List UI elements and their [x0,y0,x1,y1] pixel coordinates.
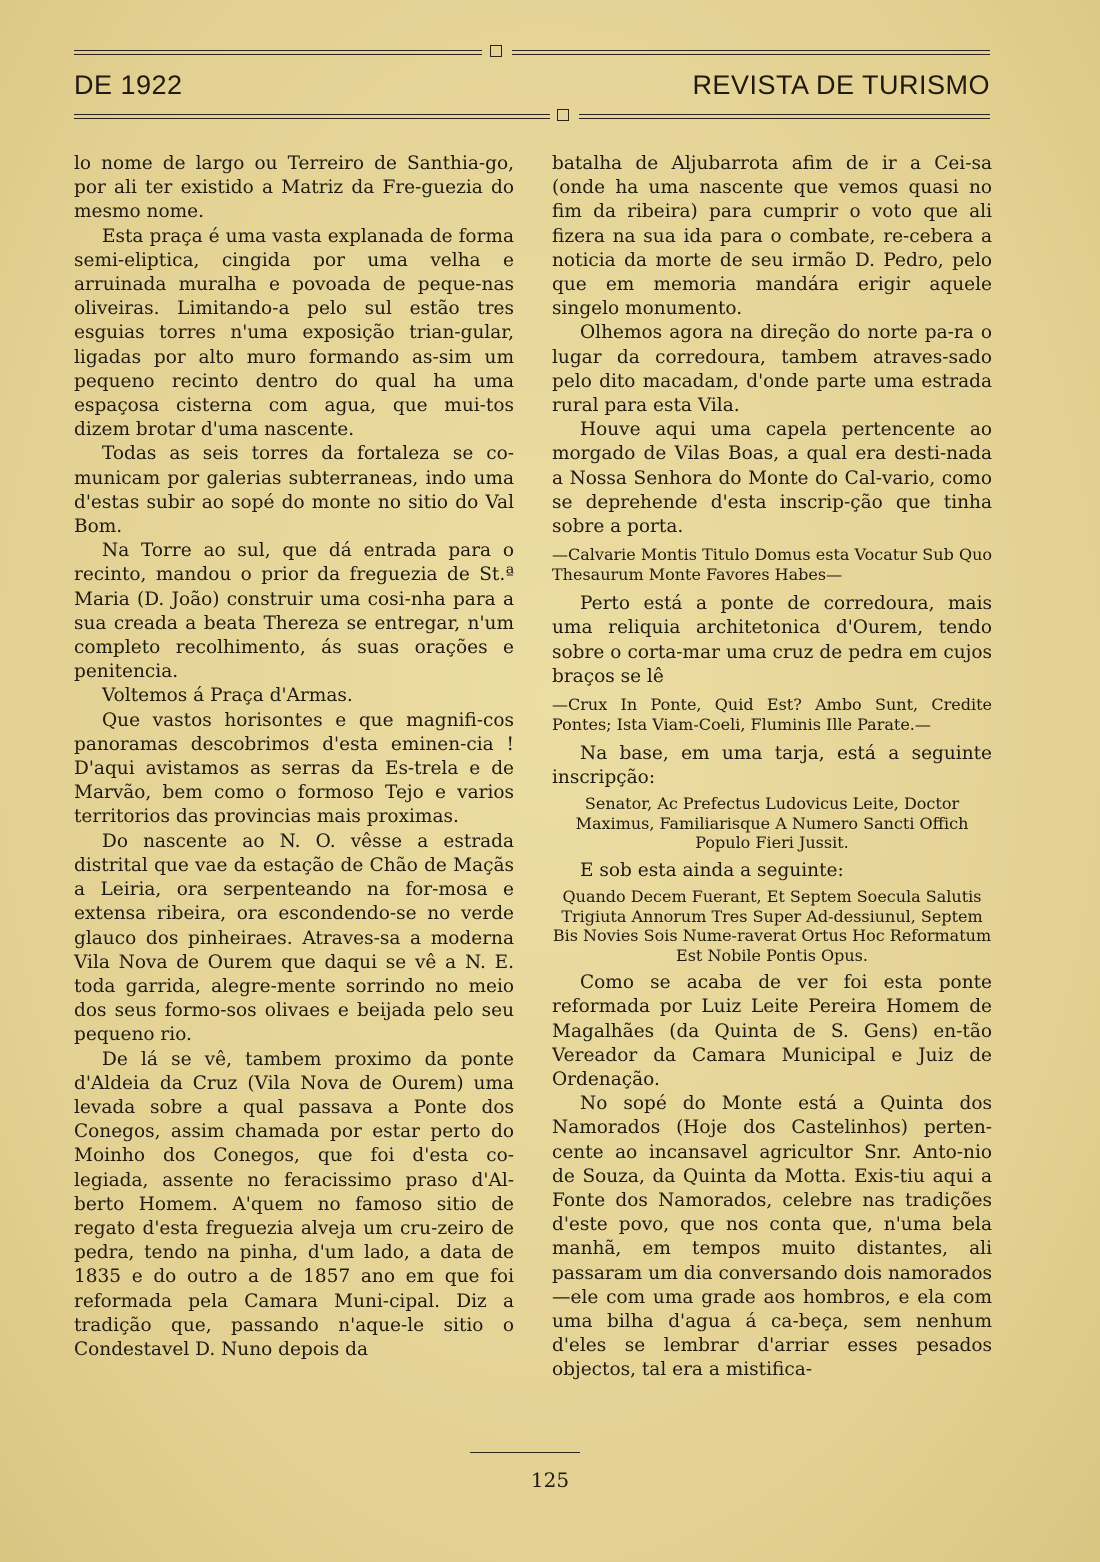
inscription: Senator, Ac Prefectus Ludovicus Leite, Doctor Maximus, Familiarisque A Numero Sancti Offich Populo Fieri Jussit. [575,794,969,853]
paragraph: batalha de Aljubarrota afim de ir a Cei-sa (onde ha uma nascente que vemos quasi no fim da ribeira) para cumprir o voto que ali fizera na sua ida para o combate, re-cebera a noticia da morte de seu irmão D. Pedro, pelo que em memoria mandára erigir aquele singelo monumento. [552,153,992,320]
paragraph: Na Torre ao sul, que dá entrada para o recinto, mandou o prior da freguezia de St.ª Maria (D. João) construir uma cosi-nha para a sua creada a beata Thereza se entregar, n'um completo recolhimento, ás suas orações e penitencia. [74,540,514,683]
paragraph: Que vastos horisontes e que magnifi-cos panoramas descobrimos d'esta eminen-cia ! D'aqui avistamos as serras da Es-trela e de Marvão, bem como o formoso Tejo e varios territorios das provincias mais proximas. [74,709,514,828]
inscription: —Calvarie Montis Titulo Domus esta Vocatur Sub Quo Thesaurum Monte Favores Habes— [552,545,992,584]
bottom-rule-left [74,114,550,119]
paragraph: Houve aqui uma capela pertencente ao morgado de Vilas Boas, a qual era desti-nada a Nossa Senhora do Monte do Cal-vario, como se deprehende d'esta inscrip-ção que tinha sobre a porta. [552,419,992,538]
ornament-square-bottom [557,109,569,121]
top-rule-right [512,50,990,55]
paragraph: Na base, em uma tarja, está a seguinte inscripção: [552,743,992,789]
inscription: —Crux In Ponte, Quid Est? Ambo Sunt, Credite Pontes; Ista Viam-Coeli, Fluminis Ille Parate.— [552,695,992,734]
left-column [74,152,514,1362]
paragraph: E sob esta ainda a seguinte: [580,859,844,881]
paragraph: Voltemos á Praça d'Armas. [102,685,353,707]
header-right: REVISTA DE TURISMO [692,70,990,100]
paragraph: No sopé do Monte está a Quinta dos Namorados (Hoje dos Castelinhos) perten-cente ao incansavel agricultor Snr. Anto-nio de Souza, da Quinta da Motta. Exis-tiu aqui a Fonte dos Namorados, celebre nas tradições d'este povo, que nos conta que, n'uma bela manhã, em tempos muito distantes, ali passaram um dia conversando dois namorados—ele com uma grade aos hombros, e ela com uma bilha d'agua á ca-beça, sem nenhum d'eles se lembrar d'arriar esses pesados objectos, tal era a mistifica- [552,1093,992,1381]
right-column [552,152,992,1383]
header-left: DE 1922 [74,70,183,100]
paragraph: Perto está a ponte de corredoura, mais uma reliquia architetonica d'Ourem, tendo sobre o corta-mar uma cruz de pedra em cujos braços se lê [552,593,992,687]
bottom-rule-right [579,114,990,119]
paragraph: Do nascente ao N. O. vêsse a estrada distrital que vae da estação de Chão de Maçãs a Leiria, ora serpenteando na for-mosa e extensa ribeira, ora escondendo-se no verde glauco dos pinheiraes. Atraves-sa a moderna Vila Nova de Ourem que daqui se vê a N. E. toda garrida, alegre-mente sorrindo no meio dos seus formo-sos olivaes e beijada pelo seu pequeno rio. [74,830,514,1046]
top-rule-left [74,50,482,55]
paragraph: Como se acaba de ver foi esta ponte reformada por Luiz Leite Pereira Homem de Magalhães (da Quinta de S. Gens) en-tão Vereador da Camara Municipal e Juiz de Ordenação. [552,972,992,1090]
paragraph: Esta praça é uma vasta explanada de forma semi-eliptica, cingida por uma velha e arruinada muralha e povoada de peque-nas oliveiras. Limitando-a pelo sul estão tres esguias torres n'uma exposição trian-gular, ligadas por alto muro formando as-sim um pequeno recinto dentro do qual ha uma espaçosa cisterna com agua, que mui-tos dizem brotar d'uma nascente. [74,225,514,441]
paragraph: lo nome de largo ou Terreiro de Santhia-go, por ali ter existido a Matriz da Fre-guezia do mesmo nome. [74,153,514,223]
paragraph: Olhemos agora na direção do norte pa-ra o lugar da corredoura, tambem atraves-sado pelo dito macadam, d'onde parte uma estrada rural para esta Vila. [552,322,992,417]
paragraph: Todas as seis torres da fortaleza se co-municam por galerias subterraneas, indo uma d'estas subir ao sopé do monte no sitio do Val Bom. [74,443,514,538]
page-number: 125 [530,1468,570,1492]
paragraph: De lá se vê, tambem proximo da ponte d'Aldeia da Cruz (Vila Nova de Ourem) uma levada sobre a qual passava a Ponte dos Conegos, assim chamada por estar perto do Moinho dos Conegos, que foi d'esta co-legiada, assente no feracissimo praso d'Al-berto Homem. A'quem no famoso sitio de regato d'esta freguezia alveja um cru-zeiro de pedra, tendo na pinha, d'um lado, a data de 1835 e do outro a de 1857 ano em que foi reformada pela Camara Muni-cipal. Diz a tradição que, passando n'aque-le sitio o Condestavel D. Nuno depois da [74,1048,514,1360]
inscription: Quando Decem Fuerant, Et Septem Soecula Salutis Trigiuta Annorum Tres Super Ad-dessiunul, Septem Bis Novies Sois Nume-raverat Ortus Hoc Reformatum Est Nobile Pontis Opus. [552,887,992,965]
ornament-square-top [490,45,502,57]
footer-rule [470,1452,580,1453]
